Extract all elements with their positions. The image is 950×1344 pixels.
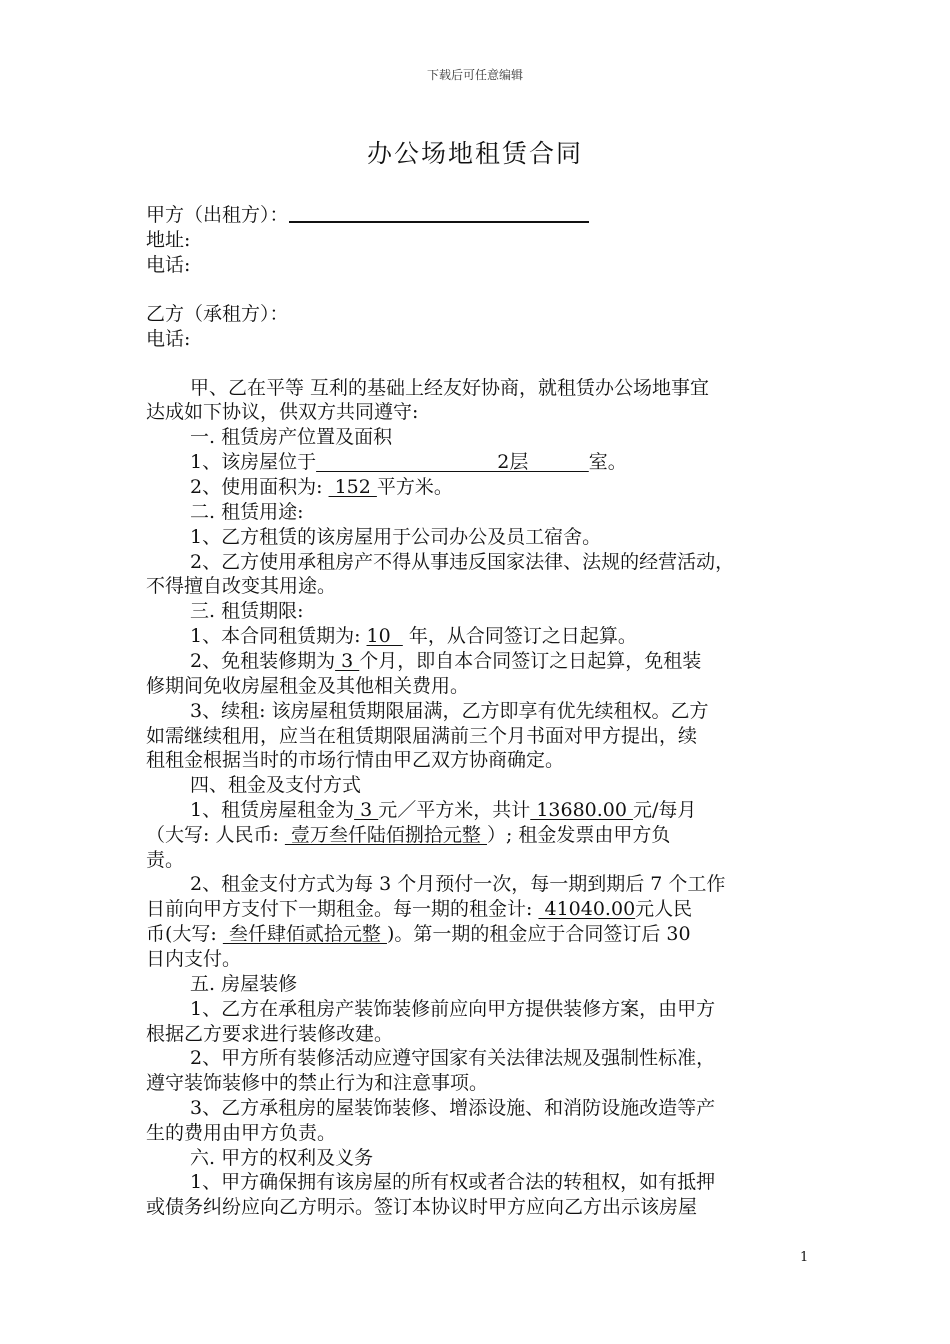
rent-in-words: 壹万叁仟陆佰捌拾元整	[284, 824, 487, 846]
lease-term-value: 10	[366, 625, 403, 647]
header-note: 下载后可任意编辑	[426, 68, 523, 82]
body-line: 日前向甲方支付下一期租金。每一期的租金计: 41040.00元人民	[146, 898, 693, 920]
party-a-blank	[289, 203, 589, 223]
section-heading: 五. 房屋装修	[190, 973, 298, 995]
contract-title: 办公场地租赁合同	[366, 139, 583, 168]
address-label: 地址:	[146, 229, 191, 251]
location-blank: 2层	[316, 451, 589, 473]
party-b-label: 乙方（承租方）：	[146, 303, 289, 325]
body-line: 3、续租: 该房屋租赁期限届满，乙方即享有优先续租权。乙方	[190, 700, 709, 722]
body-line: 1、乙方在承租房产装饰装修前应向甲方提供装修方案，由甲方	[190, 998, 716, 1020]
body-line: 不得擅自改变其用途。	[146, 575, 337, 597]
body-line: 遵守装饰装修中的禁止行为和注意事项。	[146, 1072, 489, 1094]
period-rent-value: 41040.00	[538, 898, 636, 920]
section-heading: 四、租金及支付方式	[190, 774, 362, 796]
body-line: （大写: 人民币: 壹万叁仟陆佰捌拾元整 ）; 租金发票由甲方负	[146, 824, 671, 846]
section-heading: 一. 租赁房产位置及面积	[190, 426, 393, 448]
rent-free-value: 3	[335, 650, 360, 672]
body-line: 1、乙方租赁的该房屋用于公司办公及员工宿舍。	[190, 526, 602, 548]
section-heading: 三. 租赁期限:	[190, 600, 304, 622]
party-a-label: 甲方（出租方）：	[146, 204, 289, 226]
body-line: 责。	[146, 849, 185, 871]
page-number: 1	[800, 1250, 809, 1265]
body-line: 根据乙方要求进行装修改建。	[146, 1023, 394, 1045]
body-line: 日内支付。	[146, 948, 242, 970]
body-line: 修期间免收房屋租金及其他相关费用。	[146, 675, 470, 697]
phone-label-a: 电话:	[146, 254, 191, 276]
unit-rent-value: 3	[354, 799, 379, 821]
body-line: 2、免租装修期为 3 个月，即自本合同签订之日起算，免租装	[190, 650, 702, 672]
body-line: 1、该房屋位于 2层 室。	[190, 451, 627, 473]
body-line: 1、本合同租赁期为: 10 年，从合同签订之日起算。	[190, 625, 637, 647]
body-line: 1、甲方确保拥有该房屋的所有权或者合法的转租权，如有抵押	[190, 1171, 716, 1193]
area-value: 152	[328, 476, 377, 498]
section-heading: 二. 租赁用途:	[190, 501, 304, 523]
body-line: 生的费用由甲方负责。	[146, 1122, 337, 1144]
body-line: 1、租赁房屋租金为 3 元／平方米，共计 13680.00 元/每月	[190, 799, 697, 821]
body-line: 如需继续租用，应当在租赁期限届满前三个月书面对甲方提出，续	[146, 725, 698, 747]
body-line: 2、使用面积为: 152 平方米。	[190, 476, 453, 498]
body-line: 租租金根据当时的市场行情由甲乙双方协商确定。	[146, 749, 565, 771]
body-line: 币(大写: 叁仟肆佰贰拾元整 )。第一期的租金应于合同签订后 30	[146, 923, 691, 945]
monthly-rent-value: 13680.00	[530, 799, 634, 821]
body-line: 2、租金支付方式为每 3 个月预付一次，每一期到期后 7 个工作	[190, 873, 726, 895]
body-line: 达成如下协议，供双方共同遵守:	[146, 401, 419, 423]
party-a-line	[146, 203, 589, 227]
body-line: 3、乙方承租房的屋装饰装修、增添设施、和消防设施改造等产	[190, 1097, 716, 1119]
body-line: 2、乙方使用承租房产不得从事违反国家法律、法规的经营活动，	[190, 551, 735, 573]
body-line: 2、甲方所有装修活动应遵守国家有关法律法规及强制性标准，	[190, 1047, 716, 1069]
section-heading: 六. 甲方的权利及义务	[190, 1147, 374, 1169]
body-line: 或债务纠纷应向乙方明示。签订本协议时甲方应向乙方出示该房屋	[146, 1196, 698, 1218]
body-line: 甲、乙在平等 互利的基础上经友好协商，就租赁办公场地事宜	[190, 377, 710, 399]
period-rent-in-words: 叁仟肆佰贰拾元整	[222, 923, 387, 945]
phone-label-b: 电话:	[146, 328, 191, 350]
